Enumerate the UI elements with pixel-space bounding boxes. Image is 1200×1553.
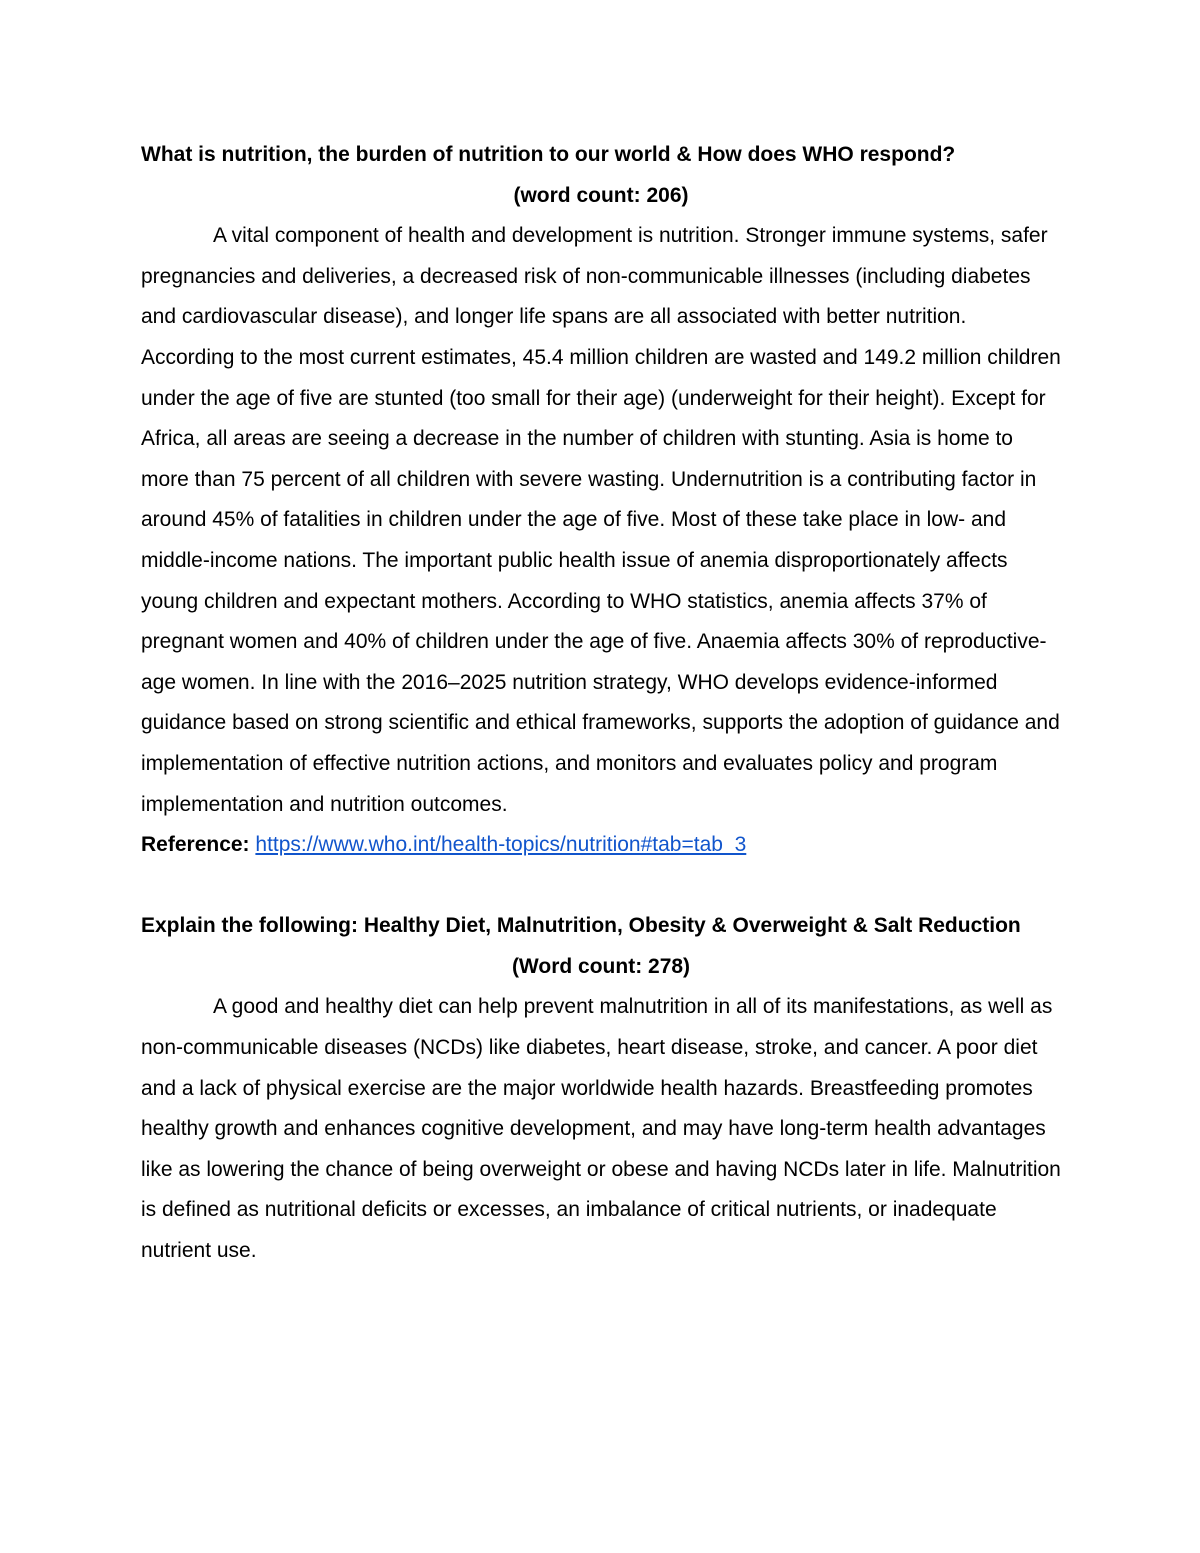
reference-link[interactable]: https://www.who.int/health-topics/nutrition#tab=tab_3 (255, 833, 747, 857)
section2-paragraph: A good and healthy diet can help prevent malnutrition in all of its manifestations, as well as non-communicable diseases (NCDs) like diabetes, heart disease, stroke, and cancer. A poor diet and a lack of physical exercise are the major worldwide health hazards. Breastfeeding promotes healthy growth and enhances cognitive development, and may have long-term health advantages like as lowering the chance of being overweight or obese and having NCDs later in life. Malnutrition is defined as nutritional deficits or excesses, an imbalance of critical nutrients, or inadequate nutrient use. (141, 995, 1061, 1263)
section2-title: Explain the following: Healthy Diet, Malnutrition, Obesity & Overweight & Salt Reduction (141, 914, 1021, 938)
section-spacer (141, 866, 1061, 907)
reference-label: Reference: (141, 833, 250, 857)
section1-word-count: (word count: 206) (513, 183, 689, 207)
section1-paragraph: A vital component of health and development is nutrition. Stronger immune systems, safer pregnancies and deliveries, a decreased risk of non-communicable illnesses (including diabetes and cardiovascular disease), and longer life spans are all associated with better nutrition. According to the most current estimates, 45.4 million children are wasted and 149.2 million children under the age of five are stunted (too small for their age) (underweight for their height). Except for Africa, all areas are seeing a decrease in the number of children with stunting. Asia is home to more than 75 percent of all children with severe wasting. Undernutrition is a contributing factor in around 45% of fatalities in children under the age of five. Most of these take place in low- and middle-income nations. The important public health issue of anemia disproportionately affects young children and expectant mothers. According to WHO statistics, anemia affects 37% of pregnant women and 40% of children under the age of five. Anaemia affects 30% of reproductive-age women. In line with the 2016–2025 nutrition strategy, WHO develops evidence-informed guidance based on strong scientific and ethical frameworks, supports the adoption of guidance and implementation of effective nutrition actions, and monitors and evaluates policy and program implementation and nutrition outcomes. (141, 224, 1061, 816)
section2-word-count: (Word count: 278) (511, 954, 691, 978)
section1-title: What is nutrition, the burden of nutrition to our world & How does WHO respond? (141, 143, 956, 166)
reference-line (141, 825, 1061, 866)
document-body (141, 135, 1061, 1272)
